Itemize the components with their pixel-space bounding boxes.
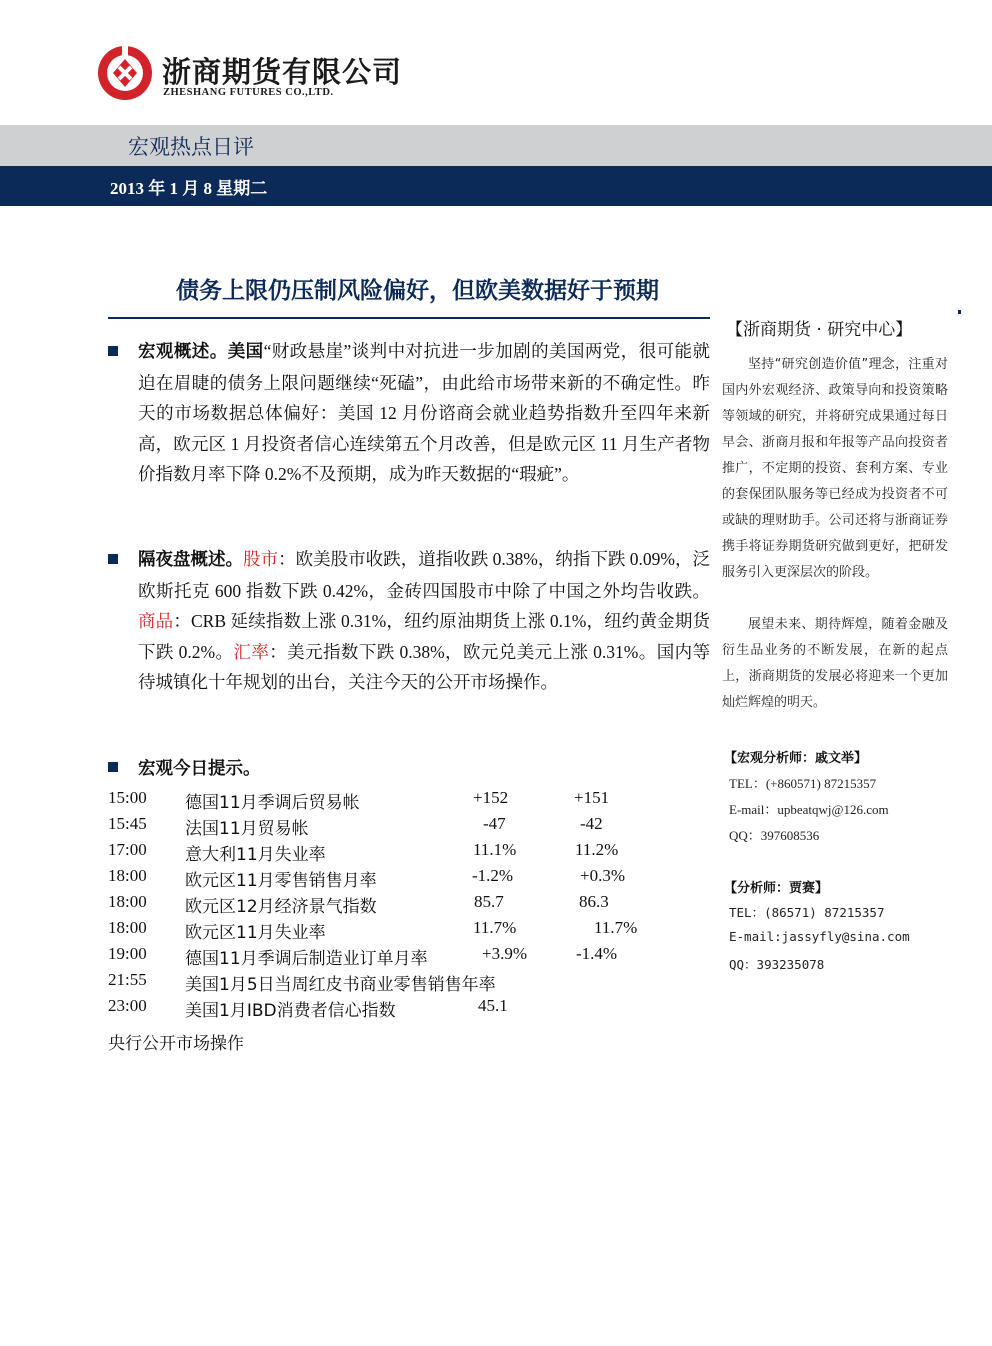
calendar-time: 23:00 — [108, 996, 147, 1015]
fx-label: 汇率 — [233, 641, 270, 662]
calendar-event: 德国11月季调后制造业订单月率 — [185, 949, 428, 969]
analyst-2-email[interactable]: E-mail:jassyfly@sina.com — [729, 929, 910, 944]
company-name-cn: 浙商期货有限公司 — [162, 55, 403, 89]
calendar-event: 欧元区11月零售销售月率 — [185, 871, 377, 891]
analyst-2-tel: TEL：(86571) 87215357 — [729, 905, 885, 920]
macro-lead: 美国 — [227, 342, 264, 362]
bullet-square-icon — [108, 346, 118, 356]
company-logo-icon — [97, 45, 153, 101]
analyst-1-email[interactable]: E-mail：upbeatqwj@126.com — [729, 802, 889, 817]
corner-marker — [958, 310, 961, 314]
calendar-event: 德国11月季调后贸易帐 — [185, 793, 360, 813]
bullet-square-icon — [108, 554, 118, 564]
macro-body: “财政悬崖”谈判中对抗进一步加剧的美国两党，很可能就迫在眉睫的债务上限问题继续“死磕”，由此给市场带来新的不确定性。昨天的市场数据总体偏好：美国 12 月份谘商会就业趋势指数升至四年来新高，欧元区 1 月投资者信心连续第五个月改善，但是欧元区 11 月生产者物价指数月率下降 0.2%不及预期，成为昨天数据的“瑕疵”。 — [138, 341, 710, 485]
calendar-event: 美国1月IBD消费者信心指数 — [185, 1001, 396, 1021]
calendar-time: 15:00 — [108, 788, 147, 807]
sidebar-intro-paragraph: 坚持“研究创造价值”理念，注重对国内外宏观经济、政策导向和投资策略等领域的研究，并将研究成果通过每日早会、浙商月报和年报等产品向投资者推广，不定期的投资、套利方案、专业的套保团队服务等已经成为投资者不可或缺的理财助手。公司还将与浙商证券携手将证券期货研究做到更好，把研发服务引入更深层次的阶段。 — [722, 357, 948, 580]
commodity-text: ：CRB 延续指数上涨 0.31%，纽约原油期货上涨 0.1%，纽约黄金期货下跌 0.2%。 — [138, 611, 711, 662]
macro-heading: 宏观概述。 — [138, 342, 228, 362]
analyst-1-title: 【宏观分析师：戚文举】 — [724, 751, 868, 766]
open-market-note: 央行公开市场操作 — [108, 1034, 244, 1054]
calendar-time: 21:55 — [108, 970, 147, 989]
analyst-1-tel: TEL：(+860571) 87215357 — [729, 776, 877, 791]
calendar-event: 美国1月5日当周红皮书商业零售销售年率 — [185, 975, 496, 995]
sidebar-outlook-paragraph: 展望未来、期待辉煌，随着金融及衍生品业务的不断发展，在新的起点上，浙商期货的发展必将迎来一个更加灿烂辉煌的明天。 — [722, 617, 948, 710]
calendar-previous: -1.2% — [472, 866, 514, 885]
calendar-previous: 11.1% — [473, 840, 517, 859]
overnight-overview-paragraph — [138, 544, 710, 698]
bullet-square-icon — [108, 762, 118, 772]
calendar-forecast: -42 — [580, 814, 603, 833]
calendar-time: 17:00 — [108, 840, 147, 859]
calendar-event: 法国11月贸易帐 — [185, 819, 309, 839]
company-name-en: ZHESHANG FUTURES CO.,LTD. — [163, 87, 334, 98]
calendar-forecast: -1.4% — [576, 944, 618, 963]
page-title: 债务上限仍压制风险偏好，但欧美数据好于预期 — [176, 278, 659, 304]
calendar-time: 18:00 — [108, 892, 147, 911]
today-heading: 宏观今日提示。 — [138, 759, 261, 779]
calendar-previous: 11.7% — [473, 918, 517, 937]
calendar-previous: -47 — [483, 814, 506, 833]
calendar-previous: 45.1 — [478, 996, 508, 1015]
calendar-forecast: +151 — [574, 788, 610, 807]
calendar-time: 18:00 — [108, 866, 147, 885]
stock-text: ：欧美股市收跌，道指收跌 0.38%，纳指下跌 0.09%，泛欧斯托克 600 指数下跌 0.42%，金砖四国股市中除了中国之外均告收跌。 — [138, 549, 711, 601]
calendar-event: 意大利11月失业率 — [185, 845, 326, 865]
fx-text: ：美元指数下跌 0.38%，欧元兑美元上涨 0.31%。国内等待城镇化十年规划的出台，关注今天的公开市场操作。 — [138, 641, 711, 693]
calendar-forecast: +0.3% — [580, 866, 625, 885]
calendar-time: 18:00 — [108, 918, 147, 937]
calendar-event: 欧元区11月失业率 — [185, 923, 326, 943]
sidebar-heading: 【浙商期货 · 研究中心】 — [726, 320, 913, 340]
calendar-forecast: 86.3 — [579, 892, 609, 911]
calendar-previous: +152 — [473, 788, 509, 807]
overnight-heading: 隔夜盘概述。 — [138, 550, 244, 570]
analyst-1-qq: QQ：397608536 — [729, 828, 820, 843]
calendar-forecast: 11.7% — [594, 918, 638, 937]
calendar-time: 19:00 — [108, 944, 147, 963]
report-date: 2013 年 1 月 8 星期二 — [110, 179, 268, 198]
analyst-2-qq: QQ：393235078 — [729, 957, 825, 972]
title-divider — [108, 317, 710, 319]
calendar-forecast: 11.2% — [575, 840, 619, 859]
calendar-event: 欧元区12月经济景气指数 — [185, 897, 377, 917]
report-type: 宏观热点日评 — [128, 135, 254, 159]
commodity-label: 商品 — [138, 611, 174, 632]
stock-label: 股市 — [243, 549, 279, 569]
macro-overview-paragraph — [138, 336, 710, 490]
calendar-previous: 85.7 — [474, 892, 504, 911]
analyst-2-title: 【分析师：贾赛】 — [724, 881, 829, 896]
calendar-time: 15:45 — [108, 814, 147, 833]
calendar-previous: +3.9% — [482, 944, 527, 963]
